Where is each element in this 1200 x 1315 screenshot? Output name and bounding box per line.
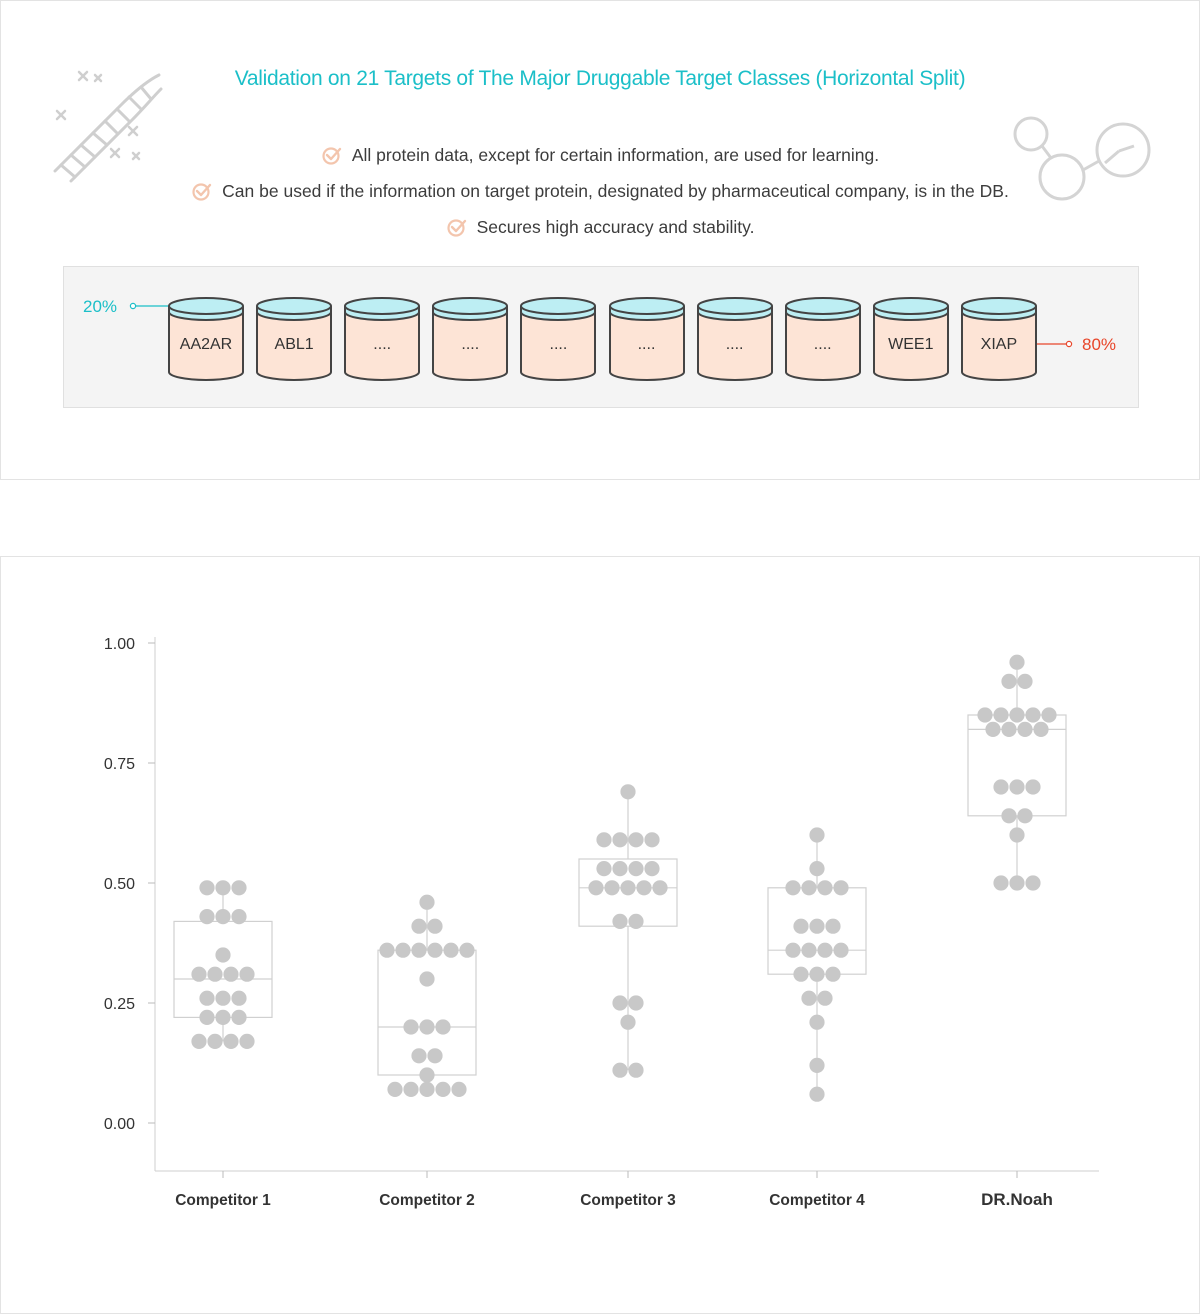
target-name: .... (373, 336, 392, 353)
x-category-label: DR.Noah (981, 1190, 1053, 1209)
data-point (809, 1087, 824, 1102)
data-point (628, 914, 643, 929)
data-point (435, 1019, 450, 1034)
data-point (419, 1082, 434, 1097)
data-point (403, 1082, 418, 1097)
page-title: Validation on 21 Targets of The Major Druggable Target Classes (Horizontal Split) (234, 67, 966, 90)
x-category-label: Competitor 3 (580, 1192, 676, 1209)
data-point (231, 909, 246, 924)
data-point (793, 919, 808, 934)
data-point (419, 1067, 434, 1082)
target-cylinder (960, 292, 1038, 384)
data-point (596, 861, 611, 876)
data-point (215, 947, 230, 962)
data-point (1025, 875, 1040, 890)
data-point (215, 1010, 230, 1025)
data-point (403, 1019, 418, 1034)
data-point (387, 1082, 402, 1097)
y-tick-label: 1.00 (103, 636, 135, 653)
data-point (427, 1048, 442, 1063)
data-point (833, 880, 848, 895)
data-point (239, 967, 254, 982)
data-point (612, 861, 627, 876)
data-point (628, 832, 643, 847)
data-point (199, 909, 214, 924)
data-point (785, 880, 800, 895)
data-point (215, 909, 230, 924)
y-tick-label: 0.25 (103, 996, 135, 1013)
chart-panel (0, 556, 1200, 1314)
data-point (1017, 808, 1032, 823)
data-point (620, 784, 635, 799)
y-tick-label: 0.50 (103, 876, 135, 893)
data-point (459, 943, 474, 958)
target-name: ABL1 (274, 336, 314, 353)
test-percent-label: 80% (1082, 335, 1117, 354)
data-point (588, 880, 603, 895)
data-point (1009, 655, 1024, 670)
data-point (977, 707, 992, 722)
data-point (809, 1058, 824, 1073)
x-category-label: Competitor 4 (769, 1192, 865, 1209)
data-point (596, 832, 611, 847)
data-point (612, 914, 627, 929)
box-swarm-chart (1, 557, 1199, 1313)
target-name: .... (813, 336, 832, 353)
target-name: .... (637, 336, 656, 353)
data-point (825, 919, 840, 934)
target-cylinder (784, 292, 862, 384)
data-point (231, 991, 246, 1006)
data-point (411, 919, 426, 934)
target-cylinder (872, 292, 950, 384)
y-tick-label: 0.00 (103, 1116, 135, 1133)
bullet-text: Secures high accuracy and stability. (476, 216, 755, 237)
data-point (620, 880, 635, 895)
target-name: .... (461, 336, 480, 353)
target-name: .... (725, 336, 744, 353)
data-point (419, 1019, 434, 1034)
data-point (231, 880, 246, 895)
data-point (809, 827, 824, 842)
data-point (993, 779, 1008, 794)
data-point (628, 995, 643, 1010)
data-point (435, 1082, 450, 1097)
data-point (825, 967, 840, 982)
data-point (419, 971, 434, 986)
data-point (191, 967, 206, 982)
data-point (636, 880, 651, 895)
data-point (379, 943, 394, 958)
data-point (793, 967, 808, 982)
data-point (395, 943, 410, 958)
data-point (215, 880, 230, 895)
data-point (443, 943, 458, 958)
data-point (817, 991, 832, 1006)
data-point (199, 880, 214, 895)
data-point (215, 991, 230, 1006)
target-name: AA2AR (179, 336, 233, 353)
data-point (199, 991, 214, 1006)
right-connector-dot (1066, 341, 1071, 346)
data-point (1025, 707, 1040, 722)
data-point (644, 861, 659, 876)
iqr-box (968, 715, 1066, 816)
data-point (620, 1015, 635, 1030)
data-point (411, 943, 426, 958)
bullet-text: All protein data, except for certain information, are used for learning. (351, 144, 880, 165)
data-point (223, 967, 238, 982)
data-point (1009, 707, 1024, 722)
split-info-panel (0, 0, 1200, 480)
data-point (993, 875, 1008, 890)
data-point (1033, 722, 1048, 737)
target-cylinder (255, 292, 333, 384)
data-point (427, 919, 442, 934)
data-point (604, 880, 619, 895)
target-cylinder (519, 292, 597, 384)
data-point (1017, 674, 1032, 689)
data-point (1001, 674, 1016, 689)
data-point (993, 707, 1008, 722)
data-point (985, 722, 1000, 737)
data-point (628, 1063, 643, 1078)
bullet-text: Can be used if the information on target protein, designated by pharmaceutical company, is in the DB. (222, 180, 1009, 201)
data-point (1041, 707, 1056, 722)
target-cylinder (431, 292, 509, 384)
data-point (1001, 808, 1016, 823)
data-point (612, 995, 627, 1010)
data-point (223, 1034, 238, 1049)
data-point (1009, 827, 1024, 842)
data-point (451, 1082, 466, 1097)
data-point (612, 832, 627, 847)
train-percent-label: 20% (83, 297, 118, 316)
data-point (833, 943, 848, 958)
target-cylinder (343, 292, 421, 384)
data-point (644, 832, 659, 847)
y-tick-label: 0.75 (103, 756, 135, 773)
data-point (817, 943, 832, 958)
data-point (191, 1034, 206, 1049)
data-point (199, 1010, 214, 1025)
data-point (809, 861, 824, 876)
data-point (207, 1034, 222, 1049)
data-point (817, 880, 832, 895)
data-point (785, 943, 800, 958)
data-point (652, 880, 667, 895)
data-point (1009, 875, 1024, 890)
data-point (427, 943, 442, 958)
data-point (231, 1010, 246, 1025)
target-name: WEE1 (888, 336, 934, 353)
data-point (801, 880, 816, 895)
split-connectors (1, 1, 1199, 479)
target-cylinder (167, 292, 245, 384)
data-point (801, 943, 816, 958)
data-point (411, 1048, 426, 1063)
target-cylinder (696, 292, 774, 384)
data-point (1025, 779, 1040, 794)
data-point (809, 919, 824, 934)
x-category-label: Competitor 2 (379, 1192, 475, 1209)
data-point (612, 1063, 627, 1078)
x-category-label: Competitor 1 (175, 1192, 271, 1209)
left-connector-dot (130, 303, 135, 308)
data-point (809, 967, 824, 982)
data-point (628, 861, 643, 876)
data-point (1017, 722, 1032, 737)
target-cylinder (608, 292, 686, 384)
data-point (1009, 779, 1024, 794)
data-point (207, 967, 222, 982)
data-point (239, 1034, 254, 1049)
target-name: XIAP (980, 336, 1018, 353)
data-point (419, 895, 434, 910)
target-name: .... (549, 336, 568, 353)
data-point (1001, 722, 1016, 737)
iqr-box (378, 950, 476, 1075)
data-point (809, 1015, 824, 1030)
data-point (801, 991, 816, 1006)
